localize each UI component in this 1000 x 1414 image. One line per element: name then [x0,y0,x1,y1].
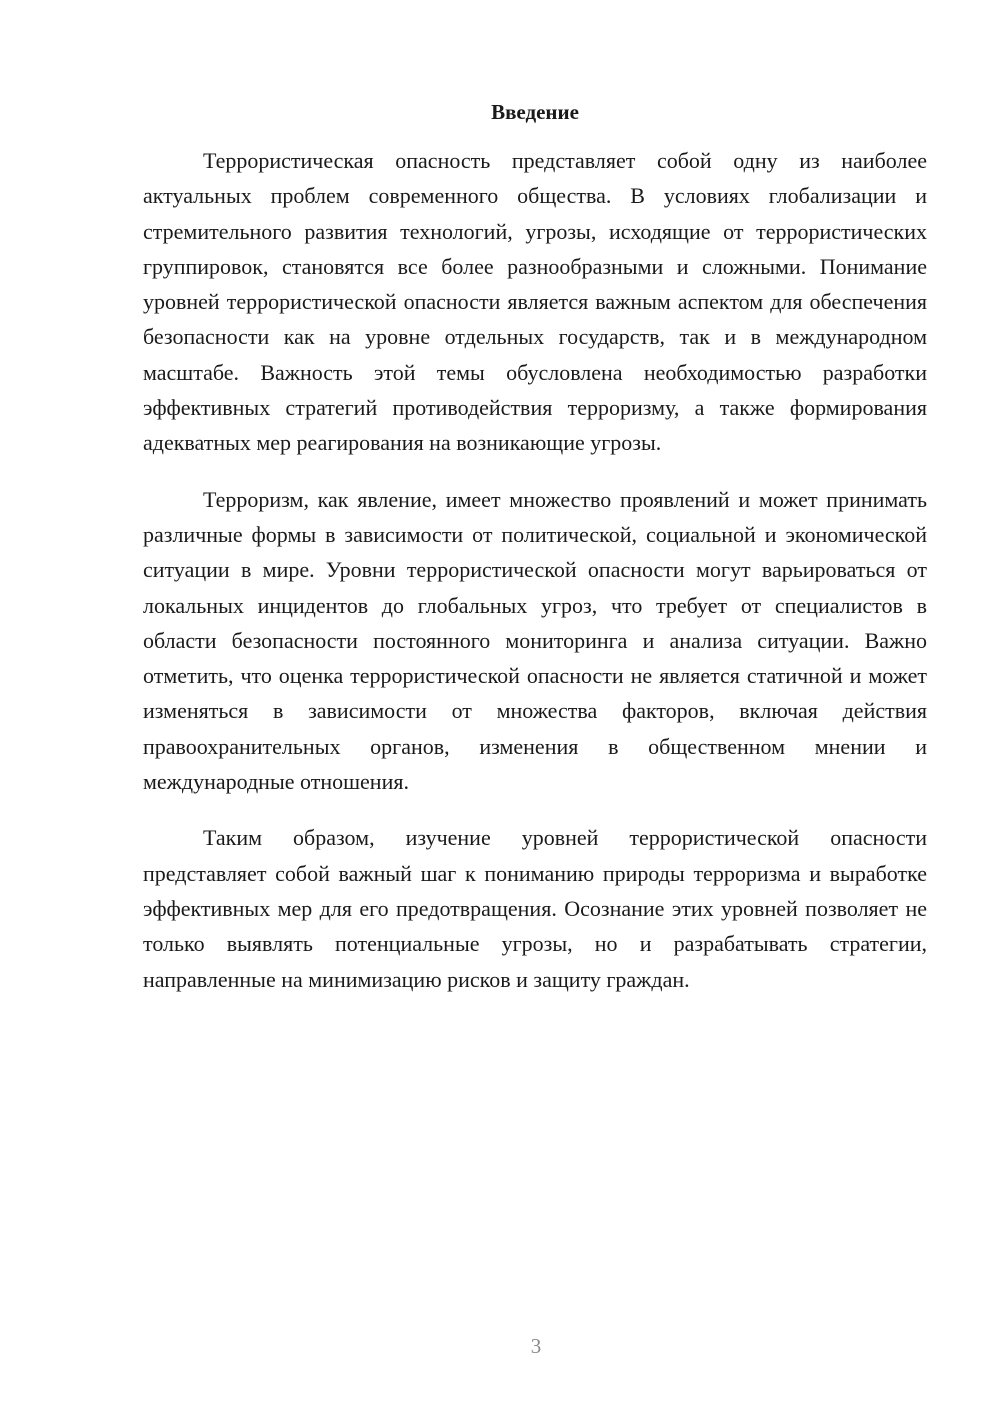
paragraph-2: Терроризм, как явление, имеет множество проявлений и может принимать различные формы в зависимости от политической, социальной и экономической ситуации в мире. Уровни террористической опасности могут варьироваться от локальных инцидентов до глобальных угроз, что требует от специалистов в области безопасности постоянного мониторинга и анализа ситуации. Важно отметить, что оценка террористической опасности не является статичной и может изменяться в зависимости от множества факторов, включая действия правоохранительных органов, изменения в общественном мнении и международные отношения. [143,486,927,795]
page-number: 3 [530,1334,542,1358]
body-text [143,143,927,1018]
paragraph-1: Террористическая опасность представляет собой одну из наиболее актуальных проблем современного общества. В условиях глобализации и стремительного развития технологий, угрозы, исходящие от террористических группировок, становятся все более разнообразными и сложными. Понимание уровней террористической опасности является важным аспектом для обеспечения безопасности как на уровне отдельных государств, так и в международном масштабе. Важность этой темы обусловлена необходимостью разработки эффективных стратегий противодействия терроризму, а также формирования адекватных мер реагирования на возникающие угрозы. [143,148,927,456]
paragraph-3: Таким образом, изучение уровней террористической опасности представляет собой важный шаг к пониманию природы терроризма и выработке эффективных мер для его предотвращения. Осознание этих уровней позволяет не только выявлять потенциальные угрозы, но и разрабатывать стратегии, направленные на минимизацию рисков и защиту граждан. [143,825,927,992]
section-heading: Введение [491,100,579,124]
